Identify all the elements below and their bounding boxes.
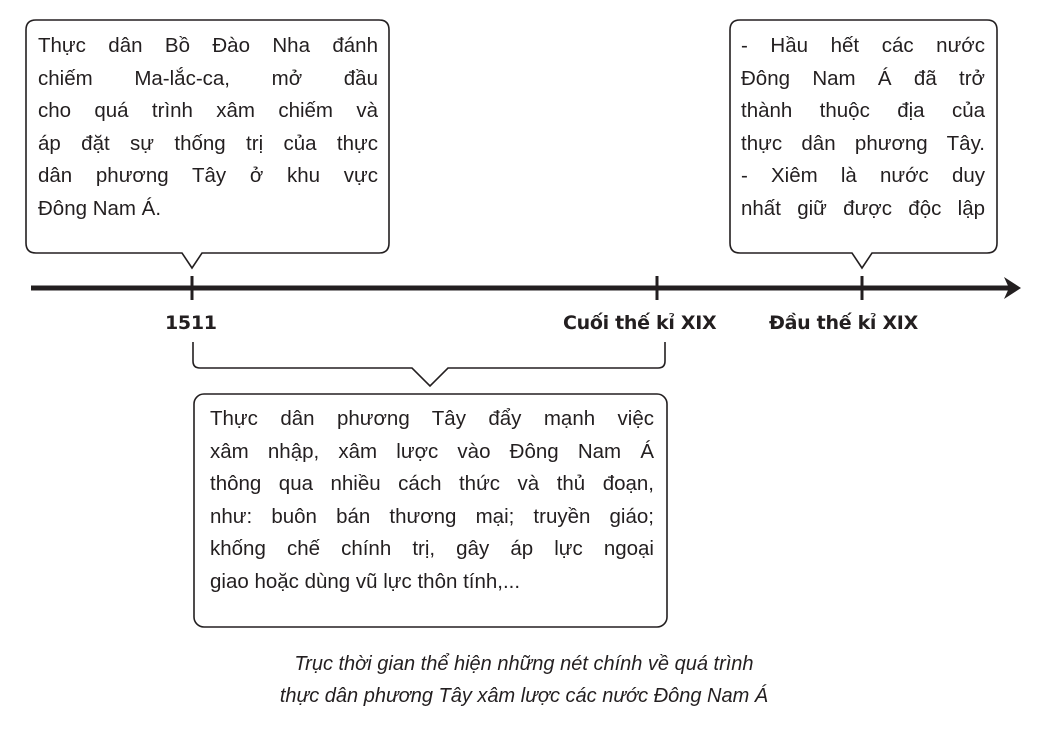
text-line: xâm nhập, xâm lược vào Đông Nam Á [210,439,654,463]
text-line: - Xiêm là nước duy [741,164,985,187]
caption-line-2: thực dân phương Tây xâm lược các nước Đông Nam Á [279,685,769,707]
text-line: Thực dân phương Tây đẩy mạnh việc [210,407,654,430]
text-line: áp đặt sự thống trị của thực [38,131,378,155]
text-line: nhất giữ được độc lập [741,196,985,220]
text-line: thông qua nhiều cách thức và thủ đoạn, [210,472,654,495]
text-line: thực dân phương Tây. [741,131,985,155]
text-line: - Hầu hết các nước [741,34,985,57]
period-description [210,403,654,598]
event-early-19th-description [741,30,985,225]
text-line: thành thuộc địa của [741,99,985,122]
text-line: dân phương Tây ở khu vực [38,164,378,187]
label-early-19th: Đầu thế kỉ XIX [769,312,918,334]
figure-caption [0,648,1048,712]
event-1511-description [38,30,378,225]
text-line: giao hoặc dùng vũ lực thôn tính,... [210,569,521,593]
text-line: khống chế chính trị, gây áp lực ngoại [210,537,654,560]
text-line: Đông Nam Á. [38,196,162,220]
period-bracket [193,342,665,386]
caption-line-1: Trục thời gian thể hiện những nét chính về quá trình [294,653,754,675]
label-1511: 1511 [165,312,217,334]
text-line: Thực dân Bồ Đào Nha đánh [38,34,378,57]
text-line: Đông Nam Á đã trở [741,66,985,90]
label-late-19th: Cuối thế kỉ XIX [563,312,717,334]
text-line: chiếm Ma-lắc-ca, mở đầu [38,66,378,90]
text-line: như: buôn bán thương mại; truyền giáo; [210,504,654,528]
text-line: cho quá trình xâm chiếm và [38,99,378,122]
